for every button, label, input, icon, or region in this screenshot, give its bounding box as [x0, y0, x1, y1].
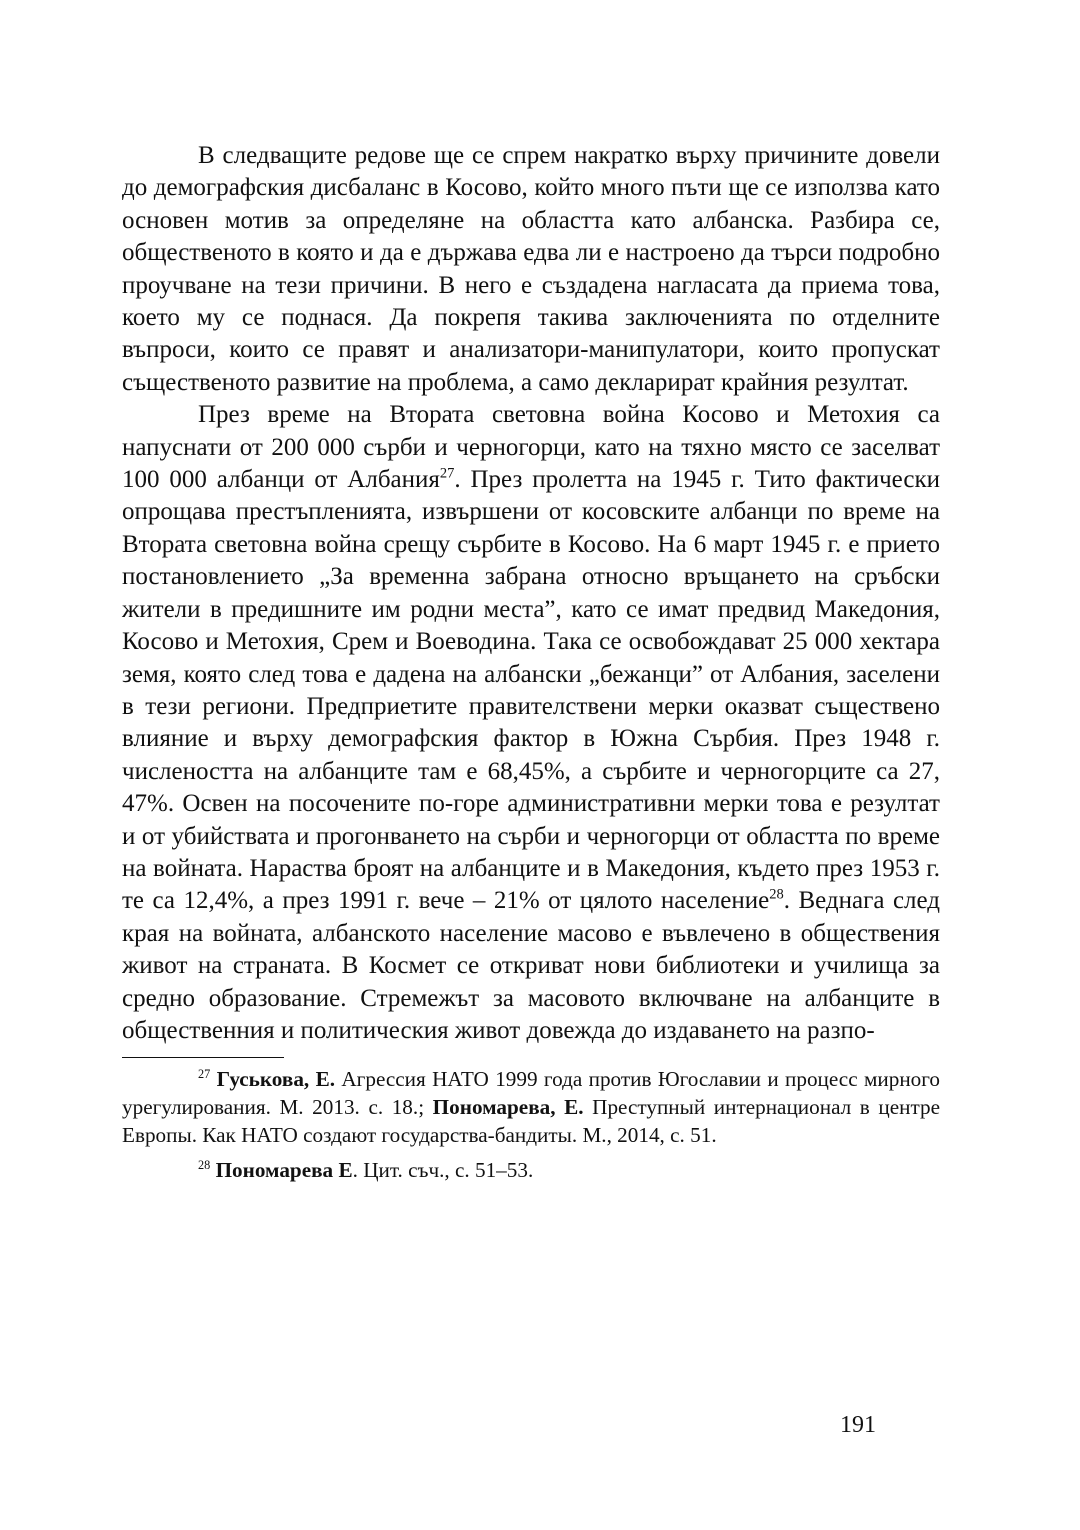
author-name: Пономарева Е — [215, 1158, 353, 1183]
author-name: Пономарева, Е. — [432, 1094, 584, 1119]
text-run: В следващите редове ще се спрем накратко върху причините довели до демографския дисбаланс в Косово, който много пъти ще се използва като основен мотив за определяне на областта като албанска. Разбира се, общественото в която и да е държава едва ли е настроено да търси подробно проучване на тези причини. В него е създадена нагласата да приема това, което му се поднася. Да покрепя такива заключенията по отделните въпроси, които се правят и анализатори-манипулатори, които пропускат същественото развитие на проблема, а само декларират крайния резултат. — [122, 142, 940, 396]
footnote-ref: 27 — [198, 1067, 211, 1082]
text-run: Преступный интернационал в центре Европы. Как НАТО создают государства-бандиты. М., 2014, с. 51. — [122, 1094, 940, 1147]
text-run: . Цит. съч., с. 51–53. — [352, 1158, 534, 1183]
paragraph-1 — [122, 140, 940, 399]
footnote-28 — [122, 1157, 940, 1185]
author-name: Гуськова, Е. — [216, 1067, 335, 1092]
footnote-separator — [122, 1057, 284, 1058]
page-number: 191 — [840, 1412, 876, 1438]
page-content — [122, 140, 940, 1185]
text-run: През време на Втората световна война Косово и Метохия са напуснати от 200 000 сърби и черногорци, като на тяхно място се заселват 100 000 албанци от Албания — [122, 401, 940, 494]
text-run: Агрессия НАТО 1999 года против Югославии и процесс мирного урегулирования. М. 2013. с. 18.; — [122, 1067, 941, 1119]
text-run: . През пролетта на 1945 г. Тито фактически опрощава престъпленията, извършени от косовските албанци по време на Втората световна война срещу сърбите в Косово. На 6 март 1945 г. е прието постановлението „За временна забрана относно връщането на сръбски жители в предишните им родни места”, като се имат предвид Македония, Косово и Метохия, Срем и Воеводина. Така се освобождават 25 000 хектара земя, която след това е дадена на албански „бежанци” от Албания, заселени в тези региони. Предприетите правителствени мерки оказват съществено влияние и върху демографския фактор в Южна Сърбия. През 1948 г. числеността на албанците там е 68,45%, а сърбите и черногорците са 27, 47%. Освен на посочените по-горе административни мерки това е резултат и от убийствата и прогонването на сърби и черногорци от областта по време на войната. Нараства броят на албанците и в Македония, където през 1953 г. те са 12,4%, а през 1991 г. вече – 21% от цялото население — [122, 466, 940, 915]
paragraph-2 — [122, 399, 940, 1047]
text-run: . Веднага след края на войната, албанското население масово е въвлечено в обществения живот на страната. В Космет се откриват нови библиотеки и училища за средно образование. Стремежът за масовото включване на албанците в общественния и политическия живот довежда до издаването на разпо- — [122, 887, 940, 1044]
footnote-ref: 27 — [439, 465, 455, 482]
footnote-ref: 28 — [198, 1158, 211, 1173]
body-text — [122, 140, 940, 1047]
footnote-27 — [122, 1066, 940, 1149]
footnotes — [122, 1066, 940, 1184]
footnote-ref: 28 — [769, 887, 784, 904]
